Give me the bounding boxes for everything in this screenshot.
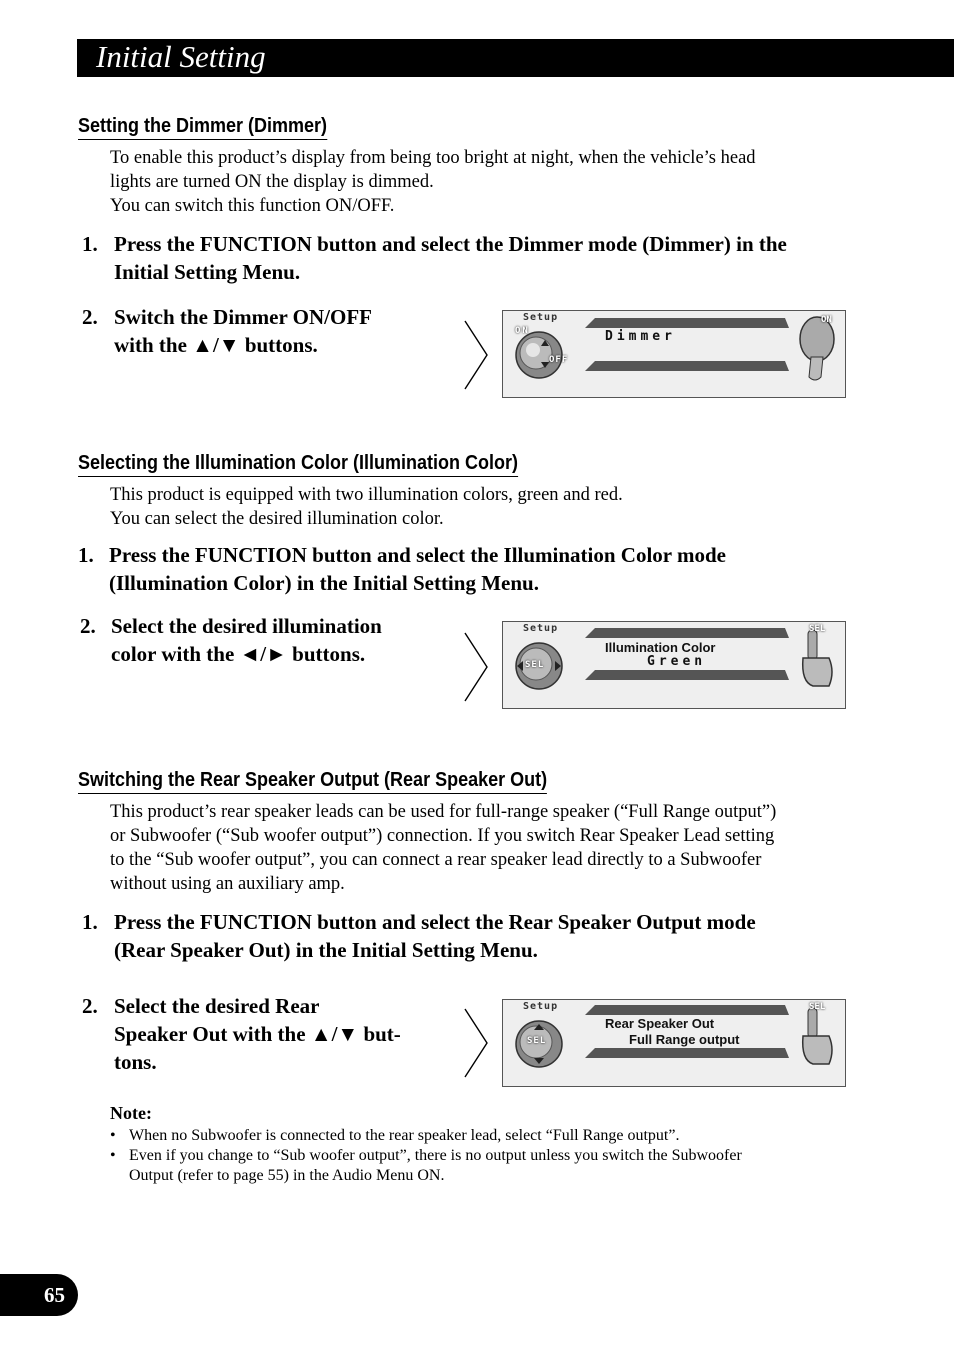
lcd-bottom-strip xyxy=(585,670,789,680)
step-line: Press the FUNCTION button and select the Illumination Color mode xyxy=(109,543,726,567)
pointing-hand-icon xyxy=(795,624,843,708)
section-body-dimmer xyxy=(110,146,860,218)
body-line: To enable this product’s display from being too bright at night, when the vehicle’s head xyxy=(110,148,756,168)
knob-on-label: ON xyxy=(515,326,530,336)
step-line: tons. xyxy=(114,1050,157,1074)
lcd-bottom-strip xyxy=(585,1048,789,1058)
step-number: 1. xyxy=(82,232,98,256)
page-number-tab xyxy=(0,1274,78,1316)
knob-off-label: OFF xyxy=(549,355,569,365)
display-line1: Dimmer xyxy=(605,329,676,344)
step-number: 1. xyxy=(82,910,98,934)
page-number: 65 xyxy=(44,1283,65,1307)
body-line: You can select the desired illumination color. xyxy=(110,509,444,529)
chevron-right-icon xyxy=(463,320,489,390)
section-body-rear-speaker xyxy=(110,800,860,896)
display-line2: Full Range output xyxy=(629,1032,740,1047)
lcd-top-strip xyxy=(585,628,789,638)
display-line1: Illumination Color xyxy=(605,640,716,655)
display-line2: Green xyxy=(647,654,707,669)
body-line: This product’s rear speaker leads can be used for full-range speaker (“Full Range output”) xyxy=(110,802,777,822)
step-line: (Illumination Color) in the Initial Setting Menu. xyxy=(109,571,539,595)
step-line: Select the desired illumination xyxy=(111,614,382,638)
chevron-right-icon xyxy=(463,1008,489,1078)
step-line: Press the FUNCTION button and select the Rear Speaker Output mode xyxy=(114,910,756,934)
section-body-illumination xyxy=(110,483,860,531)
display-setup-label: Setup xyxy=(523,312,559,323)
step-line: Select the desired Rear xyxy=(114,994,320,1018)
step-number: 2. xyxy=(82,305,98,329)
body-line: This product is equipped with two illumination colors, green and red. xyxy=(110,485,623,505)
display-rear-speaker xyxy=(502,999,846,1087)
display-line1: Rear Speaker Out xyxy=(605,1016,715,1031)
step-number: 2. xyxy=(82,994,98,1018)
note-bullet: • xyxy=(110,1147,116,1164)
section-heading-rear-speaker: Switching the Rear Speaker Output (Rear Speaker Out) xyxy=(78,768,547,794)
display-setup-label: Setup xyxy=(523,1001,559,1012)
note-line: Even if you change to “Sub woofer output”, there is no output unless you switch the Subwoofer xyxy=(129,1147,742,1164)
pointing-hand-icon xyxy=(795,1002,843,1086)
step-line: with the ▲/▼ buttons. xyxy=(114,333,318,357)
section-heading-illumination: Selecting the Illumination Color (Illumination Color) xyxy=(78,451,518,477)
display-hand-label: SEL xyxy=(809,624,826,634)
step-line: Switch the Dimmer ON/OFF xyxy=(114,305,372,329)
body-line: lights are turned ON the display is dimmed. xyxy=(110,172,434,192)
display-hand-label: SEL xyxy=(809,1002,826,1012)
lcd-bottom-strip xyxy=(585,361,789,371)
body-line: You can switch this function ON/OFF. xyxy=(110,196,395,216)
body-line: or Subwoofer (“Sub woofer output”) connection. If you switch Rear Speaker Lead setting xyxy=(110,826,775,846)
lcd-top-strip xyxy=(585,318,789,328)
rotary-knob-icon xyxy=(795,313,843,397)
step-line: Speaker Out with the ▲/▼ but- xyxy=(114,1022,401,1046)
step-line: (Rear Speaker Out) in the Initial Setting Menu. xyxy=(114,938,538,962)
display-hand-label: ON xyxy=(821,315,832,325)
step-number: 1. xyxy=(78,543,94,567)
step-line: color with the ◄/► buttons. xyxy=(111,642,366,666)
display-illumination xyxy=(502,621,846,709)
note-line: Output (refer to page 55) in the Audio Menu ON. xyxy=(129,1167,445,1184)
lcd-top-strip xyxy=(585,1005,789,1015)
body-line: to the “Sub woofer output”, you can connect a rear speaker lead directly to a Subwoofer xyxy=(110,850,762,870)
section-heading-dimmer: Setting the Dimmer (Dimmer) xyxy=(78,114,327,140)
body-line: without using an auxiliary amp. xyxy=(110,874,345,894)
page-title: Initial Setting xyxy=(96,39,266,74)
knob-sel-label: SEL xyxy=(527,1036,547,1046)
step-line: Press the FUNCTION button and select the Dimmer mode (Dimmer) in the xyxy=(114,232,787,256)
chevron-right-icon xyxy=(463,632,489,702)
note-bullet: • xyxy=(110,1127,116,1144)
display-setup-label: Setup xyxy=(523,623,559,634)
header-banner xyxy=(77,39,954,77)
knob-sel-label: SEL xyxy=(525,660,545,670)
note-title: Note: xyxy=(110,1103,152,1123)
display-dimmer xyxy=(502,310,846,398)
step-number: 2. xyxy=(80,614,96,638)
step-line: Initial Setting Menu. xyxy=(114,260,301,284)
note-line: When no Subwoofer is connected to the rear speaker lead, select “Full Range output”. xyxy=(129,1127,680,1144)
